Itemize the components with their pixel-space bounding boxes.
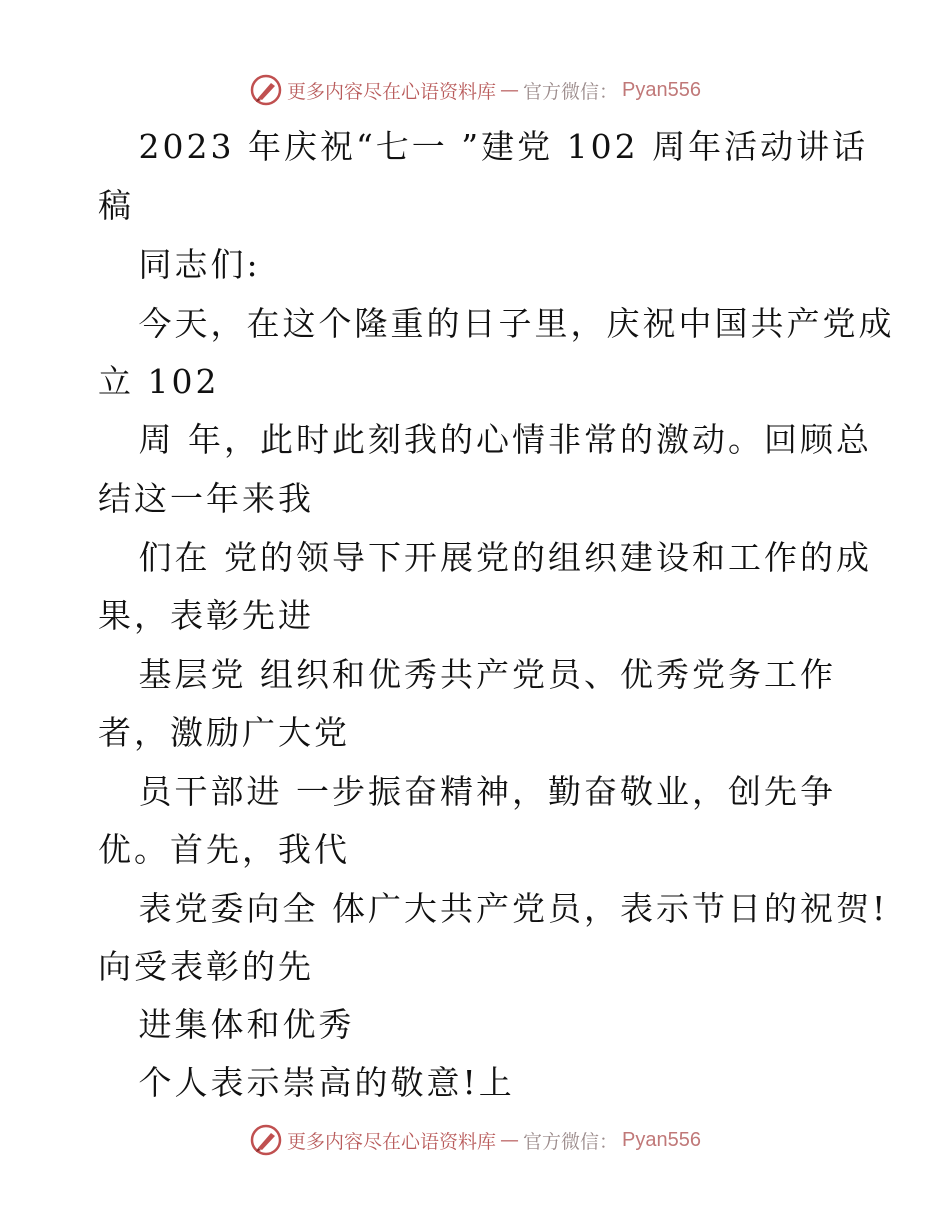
text-line: 结这一年来我 [98, 479, 314, 518]
text-line: 个人表示崇高的敬意!上 [98, 1063, 515, 1102]
watermark-wechat-id: Pyan556 [622, 78, 701, 101]
text-line: 今天，在这个隆重的日子里，庆祝中国共产党成 [98, 304, 895, 343]
watermark-text: 更多内容尽在心语资料库 [287, 1130, 497, 1153]
text-line: 进集体和优秀 [98, 1005, 355, 1044]
text-line: 表党委向全 体广大共产党员，表示节日的祝贺! [98, 889, 889, 928]
text-line: 优。首先，我代 [98, 830, 350, 869]
text-line: 果，表彰先进 [98, 596, 314, 635]
watermark-text: 更多内容尽在心语资料库 [287, 80, 497, 103]
text-line: 同志们: [98, 245, 261, 284]
watermark-dash: — [500, 79, 520, 101]
watermark-official-label: 官方微信： [523, 80, 619, 103]
watermark-wechat-id: Pyan556 [622, 1128, 701, 1151]
text-line: 2023 年庆祝“七一 ”建党 102 周年活动讲话 [98, 127, 869, 166]
pen-logo-icon [249, 1123, 283, 1157]
text-line: 向受表彰的先 [98, 947, 314, 986]
watermark-dash: — [500, 1129, 520, 1151]
text-line: 们在 党的领导下开展党的组织建设和工作的成 [98, 538, 872, 577]
text-line: 基层党 组织和优秀共产党员、优秀党务工作 [98, 655, 836, 694]
text-line: 稿 [98, 186, 134, 225]
text-line: 立 102 [98, 362, 220, 401]
text-line: 者，激励广大党 [98, 713, 350, 752]
text-line: 员干部进 一步振奋精神，勤奋敬业，创先争 [98, 772, 836, 811]
watermark-official-label: 官方微信： [523, 1130, 619, 1153]
text-line: 周 年，此时此刻我的心情非常的激动。回顾总 [98, 420, 872, 459]
footer-watermark [0, 1120, 950, 1160]
